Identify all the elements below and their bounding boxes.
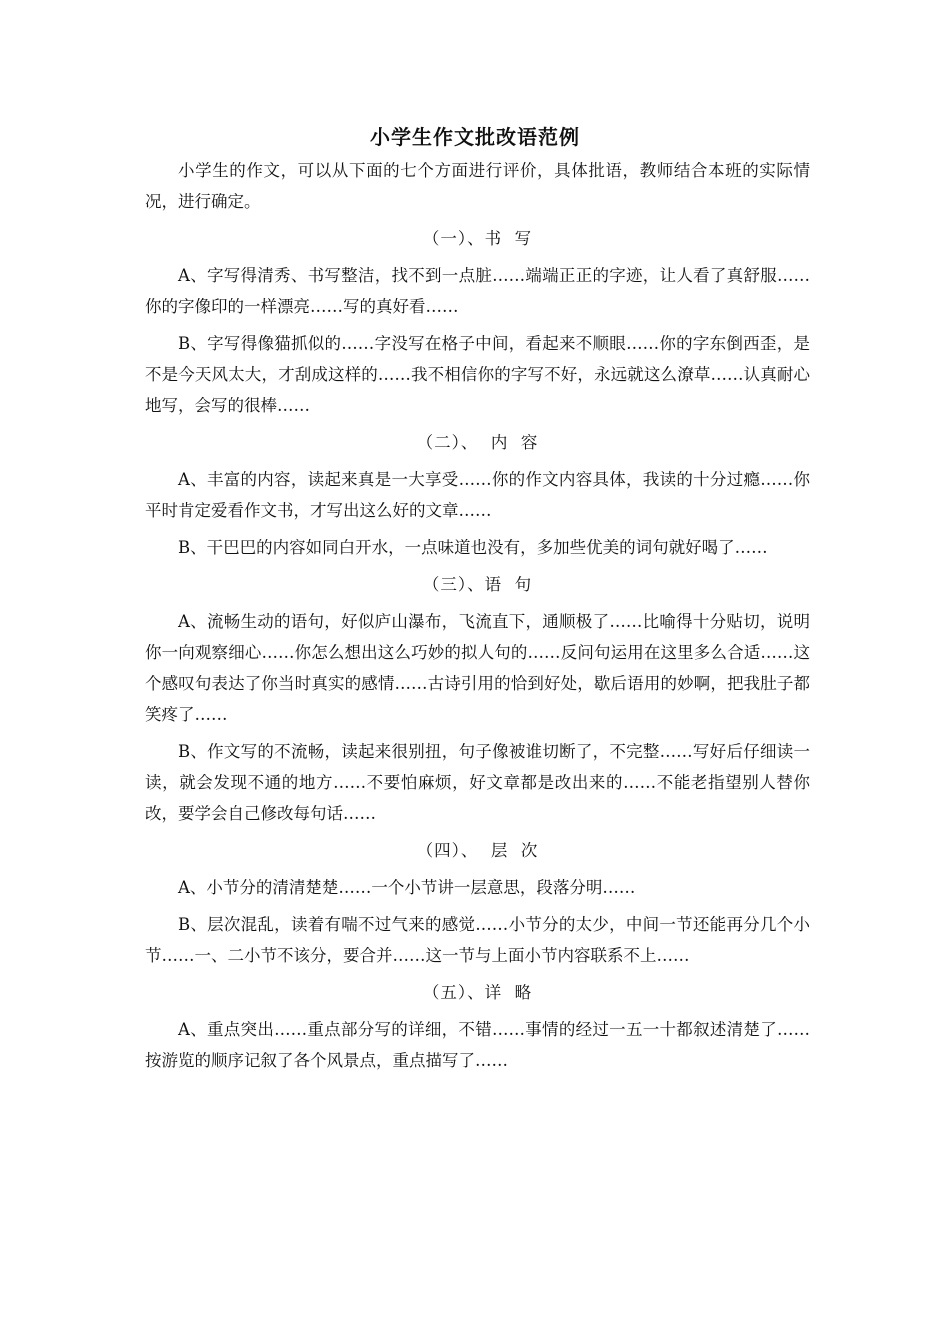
section-heading: （二）、 内 容 — [416, 433, 539, 452]
section-content — [145, 427, 810, 563]
comment-paragraph: A、流畅生动的语句，好似庐山瀑布，飞流直下，通顺极了……比喻得十分贴切，说明你一向观察细心……你怎么想出这么巧妙的拟人句的……反问句运用在这里多么合适……这个感叹句表达了你当时真实的感情……古诗引用的恰到好处，歇后语用的妙啊，把我肚子都笑疼了…… — [145, 612, 810, 724]
comment-paragraph: B、作文写的不流畅，读起来很别扭，句子像被谁切断了，不完整……写好后仔细读一读，就会发现不通的地方……不要怕麻烦，好文章都是改出来的……不能老指望别人替你改，要学会自己修改每句话…… — [145, 742, 810, 823]
document-body — [145, 155, 810, 1082]
section-sentences — [145, 569, 810, 829]
comment-paragraph: B、层次混乱，读着有喘不过气来的感觉……小节分的太少，中间一节还能再分几个小节……一、二小节不该分，要合并……这一节与上面小节内容联系不上…… — [145, 915, 810, 965]
comment-paragraph: A、丰富的内容，读起来真是一大享受……你的作文内容具体，我读的十分过瘾……你平时肯定爱看作文书，才写出这么好的文章…… — [145, 470, 810, 520]
intro-paragraph: 小学生的作文，可以从下面的七个方面进行评价，具体批语，教师结合本班的实际情况，进行确定。 — [145, 161, 810, 211]
section-detail — [145, 977, 810, 1076]
comment-paragraph: B、字写得像猫抓似的……字没写在格子中间，看起来不顺眼……你的字东倒西歪，是不是今天风太大，才刮成这样的……我不相信你的字写不好，永远就这么潦草……认真耐心地写，会写的很棒…… — [145, 334, 810, 415]
section-heading: （一）、书 写 — [422, 229, 533, 248]
document-title: 小学生作文批改语范例 — [370, 125, 580, 149]
comment-paragraph: A、字写得清秀、书写整洁，找不到一点脏……端端正正的字迹，让人看了真舒服……你的字像印的一样漂亮……写的真好看…… — [145, 266, 810, 316]
section-heading: （五）、详 略 — [422, 983, 533, 1002]
comment-paragraph: B、干巴巴的内容如同白开水，一点味道也没有，多加些优美的词句就好喝了…… — [178, 538, 768, 557]
section-heading: （四）、 层 次 — [416, 841, 539, 860]
section-writing — [145, 223, 810, 421]
section-heading: （三）、语 句 — [422, 575, 533, 594]
comment-paragraph: A、重点突出……重点部分写的详细，不错……事情的经过一五一十都叙述清楚了……按游览的顺序记叙了各个风景点，重点描写了…… — [145, 1020, 810, 1070]
section-structure — [145, 835, 810, 971]
comment-paragraph: A、小节分的清清楚楚……一个小节讲一层意思，段落分明…… — [178, 878, 636, 897]
